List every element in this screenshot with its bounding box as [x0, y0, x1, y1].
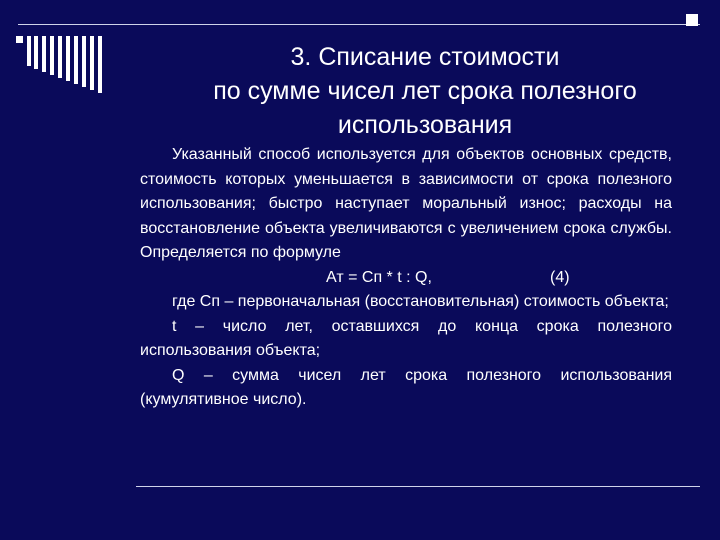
bar-decoration-stripe — [66, 36, 70, 81]
definition-q: Q – сумма чисел лет срока полезного использования (кумулятивное число). — [140, 366, 672, 408]
bar-decoration-stripe — [82, 36, 86, 87]
slide-body — [140, 143, 672, 413]
definition-cp: где Сп – первоначальная (восстановительная) стоимость объекта; — [172, 293, 669, 310]
definition-t: t – число лет, оставшихся до конца срока полезного использования объекта; — [140, 317, 672, 359]
slide-title-line: 3. Списание стоимости — [290, 43, 560, 71]
bar-decoration-stripe — [58, 36, 62, 78]
slide-title — [160, 40, 690, 142]
bar-decoration-stripe — [74, 36, 78, 84]
bar-decoration-square — [16, 36, 23, 43]
bar-decoration-stripe — [27, 36, 31, 66]
intro-paragraph: Указанный способ используется для объектов основных средств, стоимость которых уменьшается в зависимости от срока полезного использования; быстро наступает моральный износ; расходы на восстановление объекта увеличиваются с увеличением срока службы. Определяется по формуле — [140, 146, 672, 261]
corner-square-decoration — [686, 14, 698, 26]
bottom-divider-line — [136, 486, 700, 487]
formula-line — [140, 266, 672, 291]
slide-title-line: использования — [337, 111, 513, 139]
slide-title-line: по сумме чисел лет срока полезного — [213, 77, 637, 105]
bar-decoration-stripe — [90, 36, 94, 90]
bar-decoration-stripe — [98, 36, 102, 93]
bar-decoration-stripe — [34, 36, 38, 69]
formula-expression: Ат = Сп * t : Q, — [326, 268, 432, 286]
formula-number: (4) — [550, 268, 570, 286]
bar-decoration-stripe — [42, 36, 46, 72]
bar-decoration-stripe — [50, 36, 54, 75]
